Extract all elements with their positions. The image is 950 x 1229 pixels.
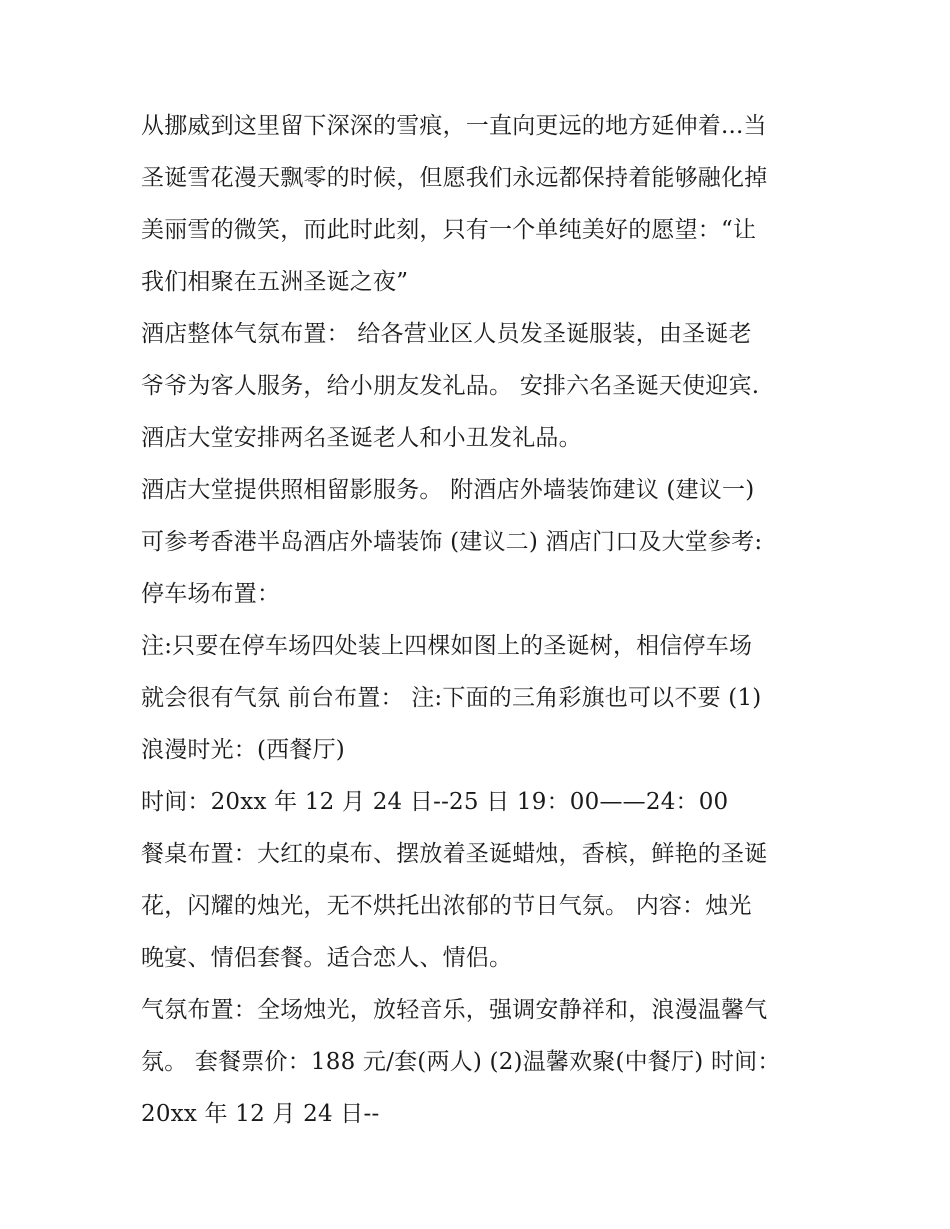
text-line: 可参考香港半岛酒店外墙装饰 (建议二) 酒店门口及大堂参考:	[141, 529, 763, 555]
text-line: 浪漫时光：(西餐厅)	[141, 737, 345, 763]
text-line: 美丽雪的微笑，而此时此刻，只有一个单纯美好的愿望：“让	[141, 217, 757, 243]
text-line: 就会很有气氛 前台布置： 注:下面的三角彩旗也可以不要 (1)	[141, 685, 762, 711]
text-line: 圣诞雪花漫天飘零的时候，但愿我们永远都保持着能够融化掉	[141, 165, 768, 191]
body-text	[141, 100, 821, 1140]
text-line: 爷爷为客人服务，给小朋友发礼品。 安排六名圣诞天使迎宾.	[141, 373, 760, 399]
text-line: 花，闪耀的烛光，无不烘托出浓郁的节日气氛。 内容：烛光	[141, 893, 752, 919]
text-line: 酒店大堂提供照相留影服务。 附酒店外墙装饰建议 (建议一)	[141, 477, 755, 503]
text-line: 20xx 年 12 月 24 日--	[141, 1101, 380, 1127]
text-line: 晚宴、情侣套餐。适合恋人、情侣。	[141, 945, 513, 971]
text-line: 餐桌布置：大红的桌布、摆放着圣诞蜡烛，香槟，鲜艳的圣诞	[141, 841, 768, 867]
text-line: 时间：20xx 年 12 月 24 日--25 日 19：00——24：00	[141, 789, 729, 815]
text-line: 注:只要在停车场四处装上四棵如图上的圣诞树，相信停车场	[141, 633, 753, 659]
text-line: 我们相聚在五洲圣诞之夜”	[141, 269, 409, 295]
text-line: 从挪威到这里留下深深的雪痕，一直向更远的地方延伸着...当	[141, 113, 767, 139]
text-line: 氛。 套餐票价：188 元/套(两人) (2)温馨欢聚(中餐厅) 时间：	[141, 1049, 781, 1075]
text-line: 酒店整体气氛布置： 给各营业区人员发圣诞服装，由圣诞老	[141, 321, 752, 347]
text-line: 停车场布置：	[141, 581, 281, 607]
text-line: 气氛布置：全场烛光，放轻音乐，强调安静祥和，浪漫温馨气	[141, 997, 768, 1023]
text-line: 酒店大堂安排两名圣诞老人和小丑发礼品。	[141, 425, 582, 451]
